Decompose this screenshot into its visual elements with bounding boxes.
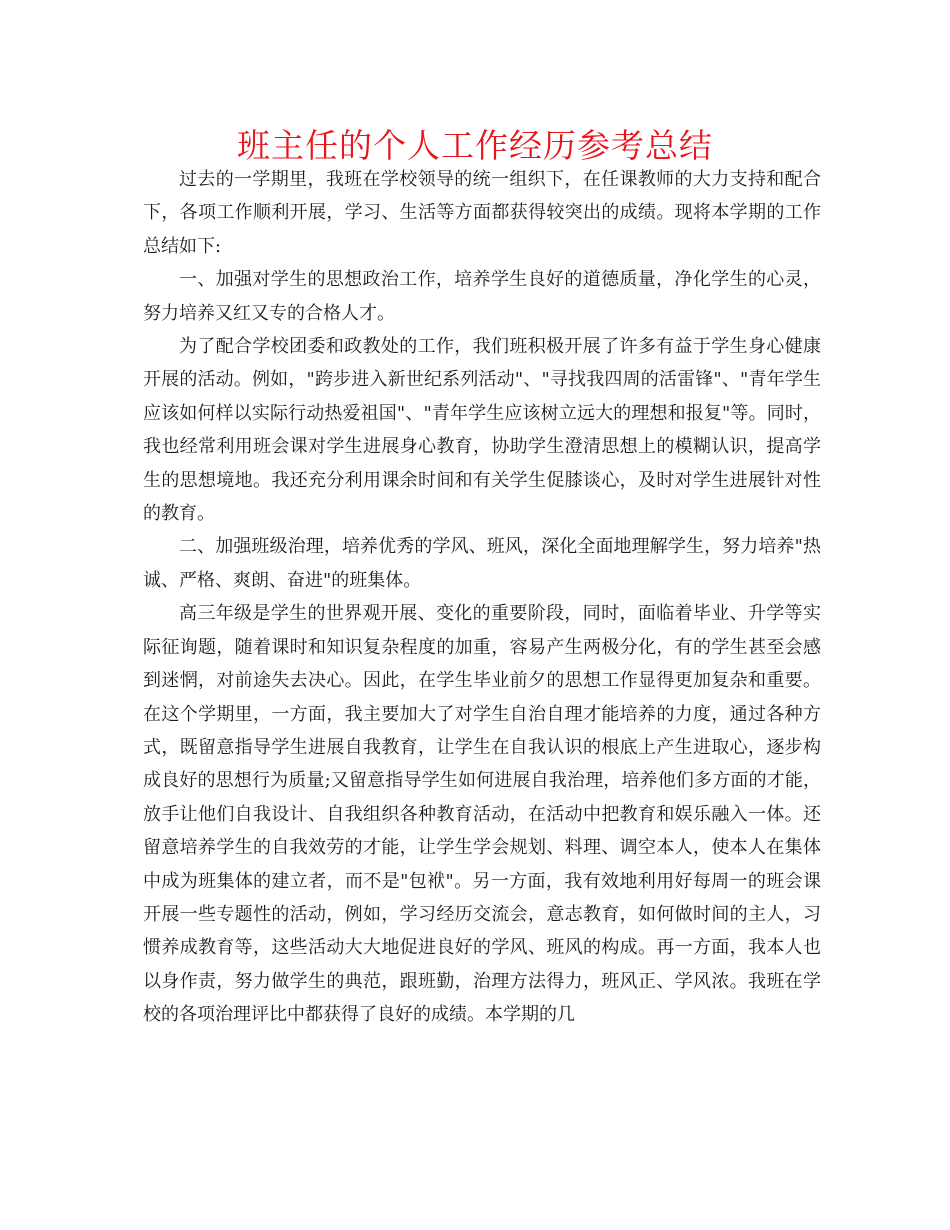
paragraph-section-1-body: 为了配合学校团委和政教处的工作，我们班积极开展了许多有益于学生身心健康开展的活动。例如，"跨步进入新世纪系列活动"、"寻找我四周的活雷锋"、"青年学生应该如何样以实际行动热爱祖国"、"青年学生应该树立远大的理想和报复"等。同时，我也经常利用班会课对学生进展身心教育，协助学生澄清思想上的模糊认识，提高学生的思想境地。我还充分利用课余时间和有关学生促膝谈心，及时对学生进展针对性的教育。: [143, 336, 821, 525]
paragraph-intro: 过去的一学期里，我班在学校领导的统一组织下，在任课教师的大力支持和配合下，各项工作顺利开展，学习、生活等方面都获得较突出的成绩。现将本学期的工作总结如下:: [143, 169, 821, 257]
document-title: 班主任的个人工作经历参考总结: [237, 126, 713, 165]
paragraph-section-1-heading: 一、加强对学生的思想政治工作，培养学生良好的道德质量，净化学生的心灵，努力培养又红又专的合格人才。: [143, 269, 821, 324]
document-body: [143, 163, 821, 1032]
paragraph-section-2-heading: 二、加强班级治理，培养优秀的学风、班风，深化全面地理解学生，努力培养"热诚、严格、爽朗、奋进"的班集体。: [143, 536, 821, 591]
paragraph-section-2-body: 高三年级是学生的世界观开展、变化的重要阶段，同时，面临着毕业、升学等实际征询题，随着课时和知识复杂程度的加重，容易产生两极分化，有的学生甚至会感到迷惘，对前途失去决心。因此，在学生毕业前夕的思想工作显得更加复杂和重要。在这个学期里，一方面，我主要加大了对学生自治自理才能培养的力度，通过各种方式，既留意指导学生进展自我教育，让学生在自我认识的根底上产生进取心，逐步构成良好的思想行为质量;又留意指导学生如何进展自我治理，培养他们多方面的才能，放手让他们自我设计、自我组织各种教育活动，在活动中把教育和娱乐融入一体。还留意培养学生的自我效劳的才能，让学生学会规划、料理、调空本人，使本人在集体中成为班集体的建立者，而不是"包袱"。另一方面，我有效地利用好每周一的班会课开展一些专题性的活动，例如，学习经历交流会，意志教育，如何做时间的主人，习惯养成教育等，这些活动大大地促进良好的学风、班风的构成。再一方面，我本人也以身作责，努力做学生的典范，跟班勤，治理方法得力，班风正、学风浓。我班在学校的各项治理评比中都获得了良好的成绩。本学期的几: [143, 603, 821, 1026]
